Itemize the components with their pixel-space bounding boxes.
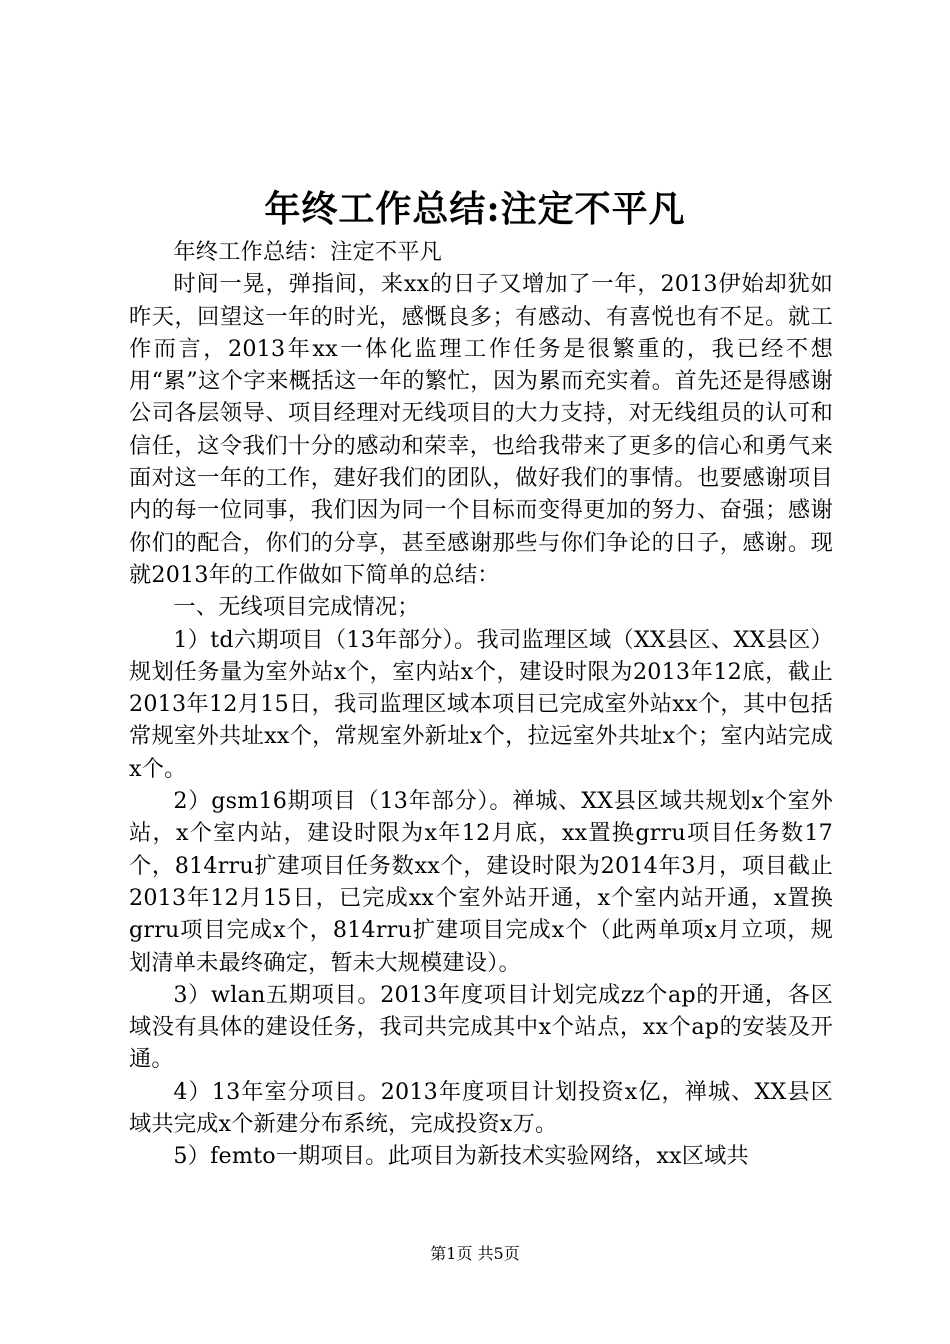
paragraph-item-5: 5）femto一期项目。此项目为新技术实验网络，xx区域共	[173, 1143, 749, 1170]
page-number-footer: 第1页 共5页	[430, 1244, 520, 1263]
paragraph-subtitle: 年终工作总结：注定不平凡	[173, 239, 443, 265]
paragraph-item-2: 2）gsm16期项目（13年部分）。禅城、XX县区域共规划x个室外站，x个室内站，建设时限为x年12月底，xx置换grru项目任务数17个，814rru扩建项目任务数xx个，建设时限为2014年3月，项目截止2013年12月15日，已完成xx个室外站开通，x个室内站开通，x置换grru项目完成x个，814rru扩建项目完成x个（此两单项x月立项，规划清单未最终确定，暂未大规模建设）。	[129, 788, 833, 976]
section-heading: 一、无线项目完成情况；	[173, 594, 420, 621]
paragraph-item-3: 3）wlan五期项目。2013年度项目计划完成zz个ap的开通，各区域没有具体的建设任务，我司共完成其中x个站点，xx个ap的安装及开通。	[129, 981, 833, 1073]
paragraph-item-1: 1）td六期项目（13年部分）。我司监理区域（XX县区、XX县区）规划任务量为室外站x个，室内站x个，建设时限为2013年12底，截止2013年12月15日，我司监理区域本项目已完成室外站xx个，其中包括常规室外共址xx个，常规室外新址x个，拉远室外共址x个；室内站完成x个。	[129, 626, 833, 782]
paragraph-intro: 时间一晃，弹指间，来xx的日子又增加了一年，2013伊始却犹如昨天，回望这一年的时光，感慨良多；有感动、有喜悦也有不足。就工作而言，2013年xx一体化监理工作任务是很繁重的，我已经不想用“累”这个字来概括这一年的繁忙，因为累而充实着。首先还是得感谢公司各层领导、项目经理对无线项目的大力支持，对无线组员的认可和信任，这令我们十分的感动和荣幸，也给我带来了更多的信心和勇气来面对这一年的工作，建好我们的团队，做好我们的事情。也要感谢项目内的每一位同事，我们因为同一个目标而变得更加的努力、奋强；感谢你们的配合，你们的分享，甚至感谢那些与你们争论的日子，感谢。现就2013年的工作做如下简单的总结：	[129, 271, 833, 588]
document-title: 年终工作总结:注定不平凡	[264, 188, 686, 230]
document-body	[129, 236, 833, 1173]
paragraph-item-4: 4）13年室分项目。2013年度项目计划投资x亿，禅城、XX县区域共完成x个新建分布系统，完成投资x万。	[129, 1078, 833, 1138]
